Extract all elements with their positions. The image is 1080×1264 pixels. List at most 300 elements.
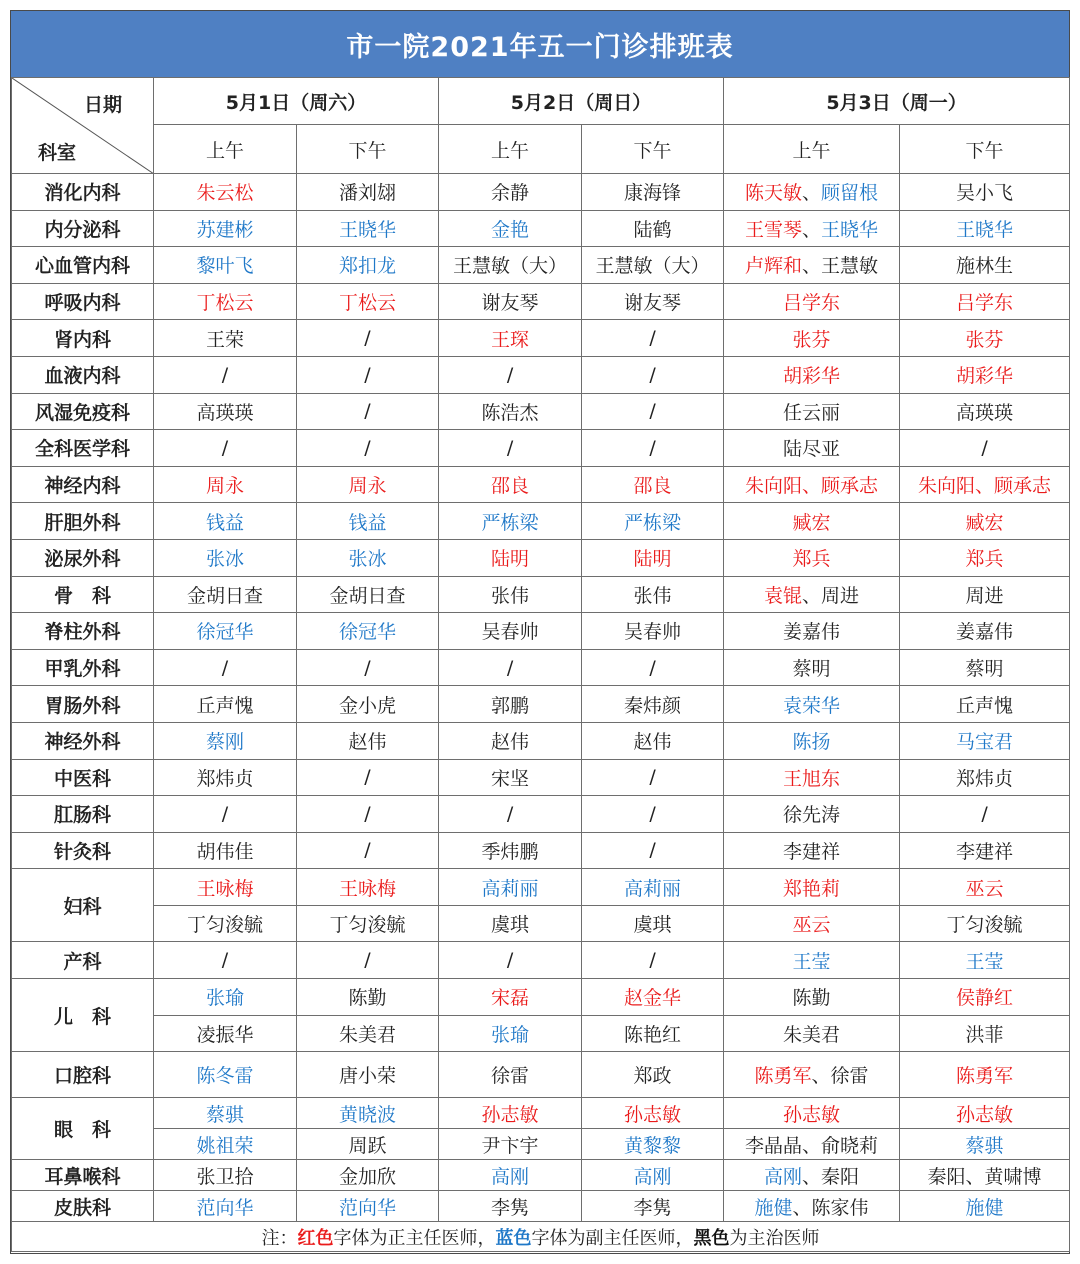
doctor-cell <box>439 1098 582 1129</box>
doctor-name: 、 <box>802 182 822 205</box>
doctor-cell <box>439 759 582 796</box>
doctor-cell <box>582 320 724 357</box>
table-row <box>12 576 1070 613</box>
doctor-name: 张芬 <box>965 328 1004 351</box>
doctor-cell <box>724 613 900 650</box>
doctor-cell <box>724 1015 900 1052</box>
doctor-cell <box>154 649 297 686</box>
doctor-name: 余静 <box>491 182 530 205</box>
doctor-name: 王晓华 <box>821 218 879 241</box>
doctor-name: 朱美君 <box>783 1023 841 1046</box>
doctor-name: 高莉丽 <box>481 877 539 900</box>
doctor-cell <box>439 942 582 979</box>
doctor-name: / <box>981 436 988 459</box>
doctor-name: 吴春帅 <box>624 621 682 644</box>
doctor-cell <box>582 869 724 906</box>
doctor-cell <box>297 796 439 833</box>
doctor-cell <box>900 905 1070 942</box>
doctor-name: 唐小荣 <box>339 1065 397 1088</box>
corner-header <box>12 78 154 174</box>
department-name: 泌尿外科 <box>12 539 154 576</box>
doctor-name: 张瑜 <box>205 987 244 1010</box>
doctor-cell <box>297 1015 439 1052</box>
doctor-cell <box>297 1191 439 1222</box>
doctor-cell <box>582 1015 724 1052</box>
doctor-cell <box>439 320 582 357</box>
doctor-name: 徐雷 <box>491 1065 530 1088</box>
doctor-name: / <box>506 436 514 459</box>
doctor-cell <box>439 356 582 393</box>
doctor-name: 陈艳红 <box>624 1023 682 1046</box>
table-row <box>12 649 1070 686</box>
doctor-cell <box>724 759 900 796</box>
department-name: 肛肠科 <box>12 796 154 833</box>
table-row <box>12 686 1070 723</box>
doctor-name: 郭鹏 <box>491 694 530 717</box>
doctor-cell <box>154 283 297 320</box>
doctor-name: 陈勇军 <box>956 1065 1014 1088</box>
doctor-name: 高瑛瑛 <box>196 401 254 424</box>
doctor-name: / <box>649 766 656 789</box>
department-name: 肝胆外科 <box>12 503 154 540</box>
doctor-cell <box>439 576 582 613</box>
doctor-cell <box>439 722 582 759</box>
department-name: 呼吸内科 <box>12 283 154 320</box>
doctor-name: 、秦阳 <box>802 1165 860 1188</box>
doctor-name: 、 <box>802 218 822 241</box>
doctor-cell <box>297 979 439 1016</box>
doctor-name: 康海锋 <box>624 182 682 205</box>
doctor-name: 陆鹤 <box>633 218 672 241</box>
doctor-name: / <box>221 656 229 679</box>
doctor-name: 周永 <box>348 475 387 498</box>
doctor-name: / <box>221 436 229 459</box>
doctor-cell <box>154 796 297 833</box>
doctor-name: 陈勤 <box>348 987 387 1010</box>
doctor-name: 张冰 <box>348 548 387 571</box>
doctor-name: 赵金华 <box>624 987 682 1010</box>
page-title: 市一院2021年五一门诊排班表 <box>11 11 1069 77</box>
doctor-cell <box>297 466 439 503</box>
doctor-name: 施林生 <box>956 255 1014 278</box>
doctor-name: 袁锟 <box>764 584 803 607</box>
doctor-name: / <box>221 363 229 386</box>
doctor-name: / <box>364 802 371 825</box>
doctor-name: 姜嘉伟 <box>956 621 1014 644</box>
table-row <box>12 283 1070 320</box>
doctor-name: 金小虎 <box>339 694 397 717</box>
doctor-name: 丁匀浚毓 <box>186 914 263 937</box>
doctor-name: 金胡日查 <box>186 584 263 607</box>
doctor-cell <box>439 174 582 211</box>
doctor-name: 李建祥 <box>783 840 841 863</box>
doctor-cell <box>724 942 900 979</box>
department-name: 针灸科 <box>12 832 154 869</box>
doctor-name: / <box>364 949 371 972</box>
doctor-cell <box>900 1015 1070 1052</box>
doctor-name: / <box>981 802 988 825</box>
doctor-name: 孙志敏 <box>783 1103 841 1126</box>
doctor-cell <box>154 503 297 540</box>
doctor-cell <box>724 979 900 1016</box>
doctor-name: 李建祥 <box>956 840 1014 863</box>
department-name: 神经内科 <box>12 466 154 503</box>
doctor-cell <box>154 759 297 796</box>
doctor-cell <box>724 905 900 942</box>
doctor-name: 孙志敏 <box>956 1103 1014 1126</box>
doctor-name: 金胡日查 <box>329 584 406 607</box>
department-name: 风湿免疫科 <box>12 393 154 430</box>
doctor-cell <box>724 283 900 320</box>
table-row <box>12 503 1070 540</box>
doctor-cell <box>297 942 439 979</box>
department-name: 皮肤科 <box>12 1191 154 1222</box>
doctor-cell <box>154 1191 297 1222</box>
doctor-name: / <box>649 656 656 679</box>
doctor-cell <box>724 1129 900 1160</box>
doctor-name: 王莹 <box>965 950 1004 973</box>
doctor-name: 苏建彬 <box>196 218 254 241</box>
doctor-cell <box>724 796 900 833</box>
doctor-cell <box>900 722 1070 759</box>
legend-row <box>12 1222 1070 1252</box>
doctor-name: 王咏梅 <box>196 877 254 900</box>
doctor-cell <box>297 247 439 284</box>
doctor-name: 蔡骐 <box>965 1134 1004 1157</box>
department-name: 耳鼻喉科 <box>12 1160 154 1191</box>
doctor-name: 郑政 <box>633 1065 672 1088</box>
doctor-cell <box>900 466 1070 503</box>
corner-label-date: 日期 <box>84 94 123 116</box>
department-name: 肾内科 <box>12 320 154 357</box>
doctor-cell <box>582 1052 724 1098</box>
doctor-cell <box>900 796 1070 833</box>
table-row <box>12 942 1070 979</box>
doctor-name: 王慧敏（大） <box>595 255 710 278</box>
doctor-name: 蔡明 <box>792 658 831 681</box>
table-row <box>12 759 1070 796</box>
doctor-cell <box>582 283 724 320</box>
doctor-name: 施健 <box>965 1196 1004 1219</box>
doctor-name: 季炜鹏 <box>481 840 539 863</box>
doctor-name: / <box>364 400 371 423</box>
doctor-name: 李晶晶、俞晓莉 <box>745 1134 879 1157</box>
doctor-cell <box>154 174 297 211</box>
doctor-name: 孙志敏 <box>624 1103 682 1126</box>
doctor-cell <box>724 1191 900 1222</box>
doctor-cell <box>154 1015 297 1052</box>
doctor-cell <box>439 1015 582 1052</box>
doctor-cell <box>724 1098 900 1129</box>
doctor-name: / <box>364 436 371 459</box>
doctor-name: / <box>506 949 514 972</box>
doctor-name: 周跃 <box>348 1134 387 1157</box>
doctor-name: 高刚 <box>633 1165 672 1188</box>
legend-blue-word: 蓝色 <box>495 1227 532 1249</box>
doctor-name: 邵良 <box>491 475 530 498</box>
doctor-name: 金加欣 <box>339 1165 397 1188</box>
doctor-cell <box>439 1191 582 1222</box>
table-row <box>12 1160 1070 1191</box>
doctor-cell <box>297 759 439 796</box>
doctor-cell <box>154 942 297 979</box>
table-row <box>12 539 1070 576</box>
doctor-name: 严栋梁 <box>481 511 539 534</box>
doctor-cell <box>297 649 439 686</box>
doctor-cell <box>900 759 1070 796</box>
doctor-name: 丁匀浚毓 <box>946 914 1023 937</box>
doctor-cell <box>439 832 582 869</box>
doctor-name: 郑炜贞 <box>196 767 254 790</box>
doctor-name: 孙志敏 <box>481 1103 539 1126</box>
doctor-cell <box>724 869 900 906</box>
doctor-name: 钱益 <box>348 511 387 534</box>
doctor-name: 朱向阳、顾承志 <box>745 475 879 498</box>
doctor-name: 张瑜 <box>491 1023 530 1046</box>
day-header: 5月2日（周日） <box>439 78 724 125</box>
table-row <box>12 1129 1070 1160</box>
doctor-name: 吕学东 <box>956 292 1014 315</box>
doctor-name: / <box>649 436 656 459</box>
doctor-cell <box>900 503 1070 540</box>
table-row <box>12 1191 1070 1222</box>
doctor-cell <box>582 466 724 503</box>
doctor-name: 尹卞宇 <box>481 1134 539 1157</box>
doctor-cell <box>582 942 724 979</box>
doctor-cell <box>439 686 582 723</box>
doctor-name: 虞琪 <box>491 914 530 937</box>
doctor-cell <box>724 722 900 759</box>
doctor-name: 郑炜贞 <box>956 767 1014 790</box>
doctor-name: 赵伟 <box>633 731 672 754</box>
doctor-cell <box>900 393 1070 430</box>
doctor-name: 周永 <box>205 475 244 498</box>
doctor-name: 王旭东 <box>783 767 841 790</box>
table-row <box>12 393 1070 430</box>
doctor-name: 周进 <box>965 584 1004 607</box>
doctor-name: / <box>221 802 229 825</box>
doctor-name: 陈浩杰 <box>481 401 539 424</box>
doctor-name: 潘刘翃 <box>339 182 397 205</box>
doctor-cell <box>724 649 900 686</box>
doctor-cell <box>900 247 1070 284</box>
doctor-name: 范向华 <box>196 1196 254 1219</box>
doctor-cell <box>582 686 724 723</box>
doctor-cell <box>439 905 582 942</box>
doctor-cell <box>724 1052 900 1098</box>
doctor-cell <box>900 174 1070 211</box>
doctor-name: 王雪琴 <box>745 218 803 241</box>
doctor-cell <box>439 1160 582 1191</box>
doctor-cell <box>582 832 724 869</box>
doctor-name: / <box>364 839 371 862</box>
legend-prefix: 注： <box>261 1227 298 1249</box>
doctor-name: 郑兵 <box>965 548 1004 571</box>
doctor-cell <box>297 503 439 540</box>
doctor-cell <box>582 649 724 686</box>
doctor-cell <box>582 393 724 430</box>
doctor-name: / <box>649 327 656 350</box>
doctor-cell <box>154 1052 297 1098</box>
doctor-name: 王慧敏（大） <box>453 255 568 278</box>
doctor-name: 王晓华 <box>339 218 397 241</box>
doctor-cell <box>900 430 1070 467</box>
doctor-name: 范向华 <box>339 1196 397 1219</box>
department-name: 中医科 <box>12 759 154 796</box>
doctor-cell <box>297 210 439 247</box>
doctor-name: 朱向阳、顾承志 <box>918 475 1052 498</box>
day-header: 5月1日（周六） <box>154 78 439 125</box>
doctor-cell <box>297 905 439 942</box>
period-header: 下午 <box>900 125 1070 174</box>
doctor-cell <box>582 356 724 393</box>
doctor-name: 宋坚 <box>491 767 530 790</box>
doctor-cell <box>154 832 297 869</box>
doctor-cell <box>154 466 297 503</box>
doctor-cell <box>900 832 1070 869</box>
schedule-sheet <box>10 10 1070 1254</box>
doctor-name: 姜嘉伟 <box>783 621 841 644</box>
doctor-name: / <box>649 839 656 862</box>
doctor-name: 、周进 <box>802 584 860 607</box>
table-row <box>12 210 1070 247</box>
doctor-name: 郑兵 <box>792 548 831 571</box>
doctor-cell <box>582 1160 724 1191</box>
doctor-name: / <box>649 802 656 825</box>
doctor-name: 高刚 <box>491 1165 530 1188</box>
table-row <box>12 832 1070 869</box>
doctor-cell <box>439 539 582 576</box>
doctor-cell <box>900 649 1070 686</box>
doctor-name: 丘声愧 <box>196 694 254 717</box>
doctor-name: 任云丽 <box>783 401 841 424</box>
doctor-cell <box>724 832 900 869</box>
doctor-name: / <box>506 656 514 679</box>
doctor-name: 张伟 <box>633 584 672 607</box>
doctor-cell <box>724 1160 900 1191</box>
department-name: 全科医学科 <box>12 430 154 467</box>
doctor-cell <box>154 576 297 613</box>
header-row-periods <box>12 125 1070 174</box>
doctor-cell <box>154 979 297 1016</box>
doctor-cell <box>724 356 900 393</box>
period-header: 上午 <box>439 125 582 174</box>
doctor-cell <box>154 393 297 430</box>
doctor-name: 金艳 <box>491 218 530 241</box>
table-row <box>12 320 1070 357</box>
doctor-cell <box>724 247 900 284</box>
doctor-name: 、王慧敏 <box>802 255 879 278</box>
doctor-cell <box>439 979 582 1016</box>
doctor-cell <box>900 1129 1070 1160</box>
table-row <box>12 905 1070 942</box>
doctor-cell <box>900 613 1070 650</box>
department-name: 胃肠外科 <box>12 686 154 723</box>
doctor-name: / <box>649 363 656 386</box>
doctor-name: 朱美君 <box>339 1023 397 1046</box>
table-row <box>12 466 1070 503</box>
doctor-cell <box>154 1160 297 1191</box>
doctor-name: 徐冠华 <box>339 621 397 644</box>
doctor-name: / <box>649 400 656 423</box>
doctor-cell <box>900 979 1070 1016</box>
doctor-cell <box>900 210 1070 247</box>
doctor-cell <box>297 393 439 430</box>
schedule-table <box>11 77 1070 1252</box>
doctor-cell <box>297 539 439 576</box>
doctor-cell <box>439 869 582 906</box>
doctor-name: 张芬 <box>792 328 831 351</box>
doctor-cell <box>297 869 439 906</box>
doctor-cell <box>582 576 724 613</box>
doctor-name: 丁松云 <box>196 292 254 315</box>
doctor-cell <box>900 1191 1070 1222</box>
period-header: 上午 <box>724 125 900 174</box>
doctor-cell <box>297 283 439 320</box>
department-name: 骨 科 <box>12 576 154 613</box>
doctor-cell <box>154 320 297 357</box>
doctor-cell <box>900 283 1070 320</box>
doctor-name: 陈勇军 <box>754 1065 812 1088</box>
doctor-cell <box>582 539 724 576</box>
doctor-name: 秦阳、黄啸博 <box>927 1165 1042 1188</box>
doctor-name: 徐先涛 <box>783 804 841 827</box>
doctor-name: 洪菲 <box>965 1023 1004 1046</box>
table-row <box>12 1098 1070 1129</box>
department-name: 眼 科 <box>12 1098 154 1160</box>
doctor-name: 、徐雷 <box>811 1065 869 1088</box>
doctor-name: 王咏梅 <box>339 877 397 900</box>
doctor-name: 、陈家伟 <box>792 1196 869 1219</box>
table-row <box>12 613 1070 650</box>
doctor-cell <box>582 174 724 211</box>
department-name: 心血管内科 <box>12 247 154 284</box>
table-row <box>12 247 1070 284</box>
doctor-name: 吴春帅 <box>481 621 539 644</box>
doctor-name: / <box>364 766 371 789</box>
doctor-name: 丘声愧 <box>956 694 1014 717</box>
doctor-cell <box>154 247 297 284</box>
doctor-cell <box>297 1129 439 1160</box>
doctor-name: 陆明 <box>491 548 530 571</box>
doctor-name: 严栋梁 <box>624 511 682 534</box>
doctor-cell <box>900 1098 1070 1129</box>
doctor-cell <box>900 869 1070 906</box>
legend-part1: 字体为正主任医师， <box>333 1227 496 1249</box>
doctor-name: 丁匀浚毓 <box>329 914 406 937</box>
doctor-name: / <box>649 949 656 972</box>
doctor-name: 胡伟佳 <box>196 840 254 863</box>
doctor-cell <box>582 796 724 833</box>
doctor-cell <box>297 722 439 759</box>
department-name: 消化内科 <box>12 174 154 211</box>
legend-note <box>12 1222 1070 1252</box>
doctor-cell <box>582 722 724 759</box>
doctor-cell <box>439 1052 582 1098</box>
doctor-name: 陈冬雷 <box>196 1065 254 1088</box>
doctor-name: 朱云松 <box>196 182 254 205</box>
doctor-name: 宋磊 <box>491 987 530 1010</box>
legend-black-word: 黑色 <box>693 1227 730 1249</box>
department-name: 口腔科 <box>12 1052 154 1098</box>
department-name: 儿 科 <box>12 979 154 1052</box>
table-row <box>12 796 1070 833</box>
doctor-name: 袁荣华 <box>783 694 841 717</box>
doctor-cell <box>154 613 297 650</box>
doctor-name: 陈天敏 <box>745 182 803 205</box>
doctor-name: 丁松云 <box>339 292 397 315</box>
doctor-cell <box>900 320 1070 357</box>
